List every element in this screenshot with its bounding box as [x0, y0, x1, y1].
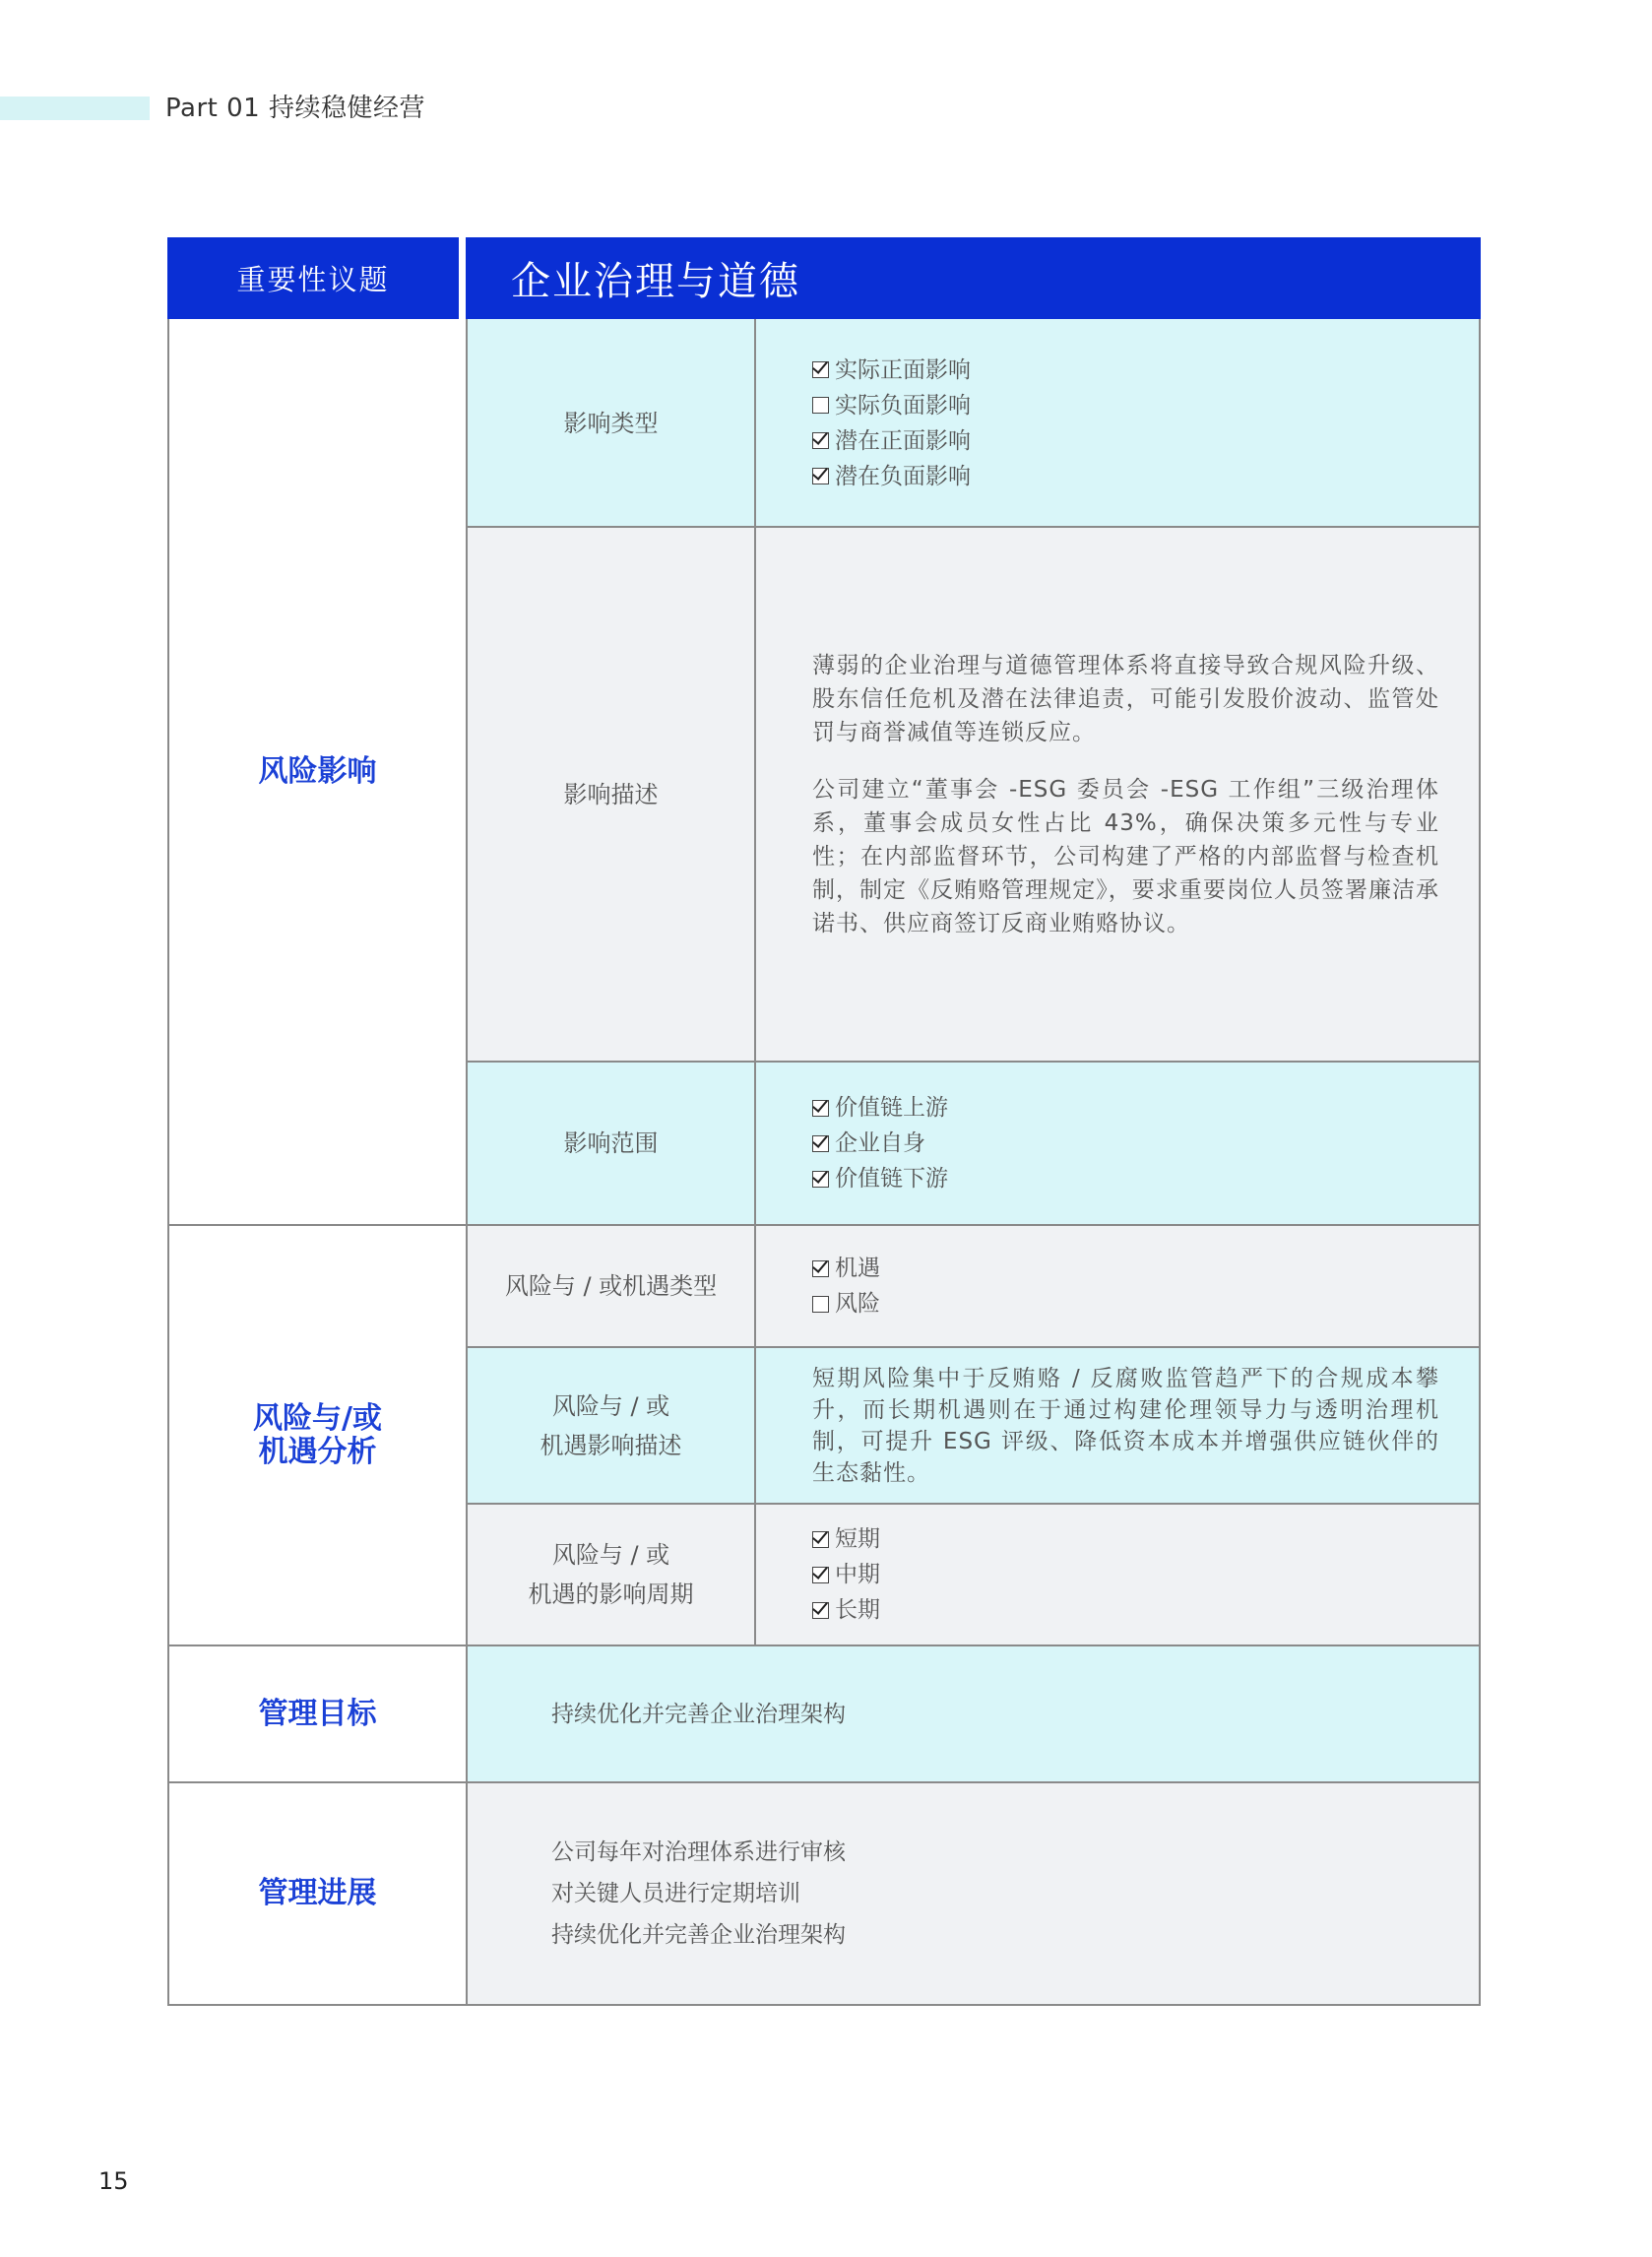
description-paragraph: 薄弱的企业治理与道德管理体系将直接导致合规风险升级、股东信任危机及潜在法律追责，可能引发股价波动、监管处罚与商誉减值等连锁反应。: [812, 652, 1439, 745]
management-progress-value: [466, 1782, 1481, 2005]
checkbox-item: [812, 423, 1479, 459]
label-impact-type: [466, 319, 756, 527]
checkbox-item: [812, 353, 1479, 388]
row-label-text: 风险影响: [258, 754, 377, 789]
checked-box-icon: [812, 1260, 829, 1277]
impact-description-text: [756, 527, 1481, 1062]
row-label-management-progress: [167, 1782, 466, 2005]
row-label-text: 管理进展: [258, 1876, 377, 1910]
column-header-topic: 重要性议题: [167, 237, 459, 319]
row-divider: [167, 1224, 1481, 1226]
description-paragraph: 短期风险集中于反贿赂 / 反腐败监管趋严下的合规成本攀升，而长期机遇则在于通过构建伦理领导力与透明治理机制，可提升 ESG 评级、降低资本成本并增强供应链伙伴的生态黏性。: [812, 1365, 1439, 1486]
checkbox-item: [812, 1090, 1479, 1126]
management-goal-value: [466, 1645, 1481, 1782]
impact-scope-options: [756, 1062, 1481, 1225]
checkbox-label: 价值链上游: [835, 1095, 948, 1121]
checkbox-label: 价值链下游: [835, 1166, 948, 1192]
label-impact-scope: [466, 1062, 756, 1225]
label-text: 机遇影响描述: [540, 1431, 682, 1459]
checkbox-label: 实际负面影响: [835, 392, 971, 419]
management-goal-text: 持续优化并完善企业治理架构: [551, 1701, 846, 1727]
label-text: 影响描述: [563, 780, 659, 808]
checked-box-icon: [812, 1135, 829, 1152]
label-text: 风险与 / 或: [551, 1541, 670, 1569]
impact-type-options: [756, 319, 1481, 527]
checked-box-icon: [812, 468, 829, 484]
checkbox-label: 机遇: [835, 1256, 880, 1281]
checkbox-label: 实际正面影响: [835, 356, 971, 383]
checkbox-item: [812, 1521, 1479, 1557]
label-text: 风险与 / 或机遇类型: [504, 1272, 718, 1300]
label-text: 影响类型: [563, 409, 659, 437]
label-text: 机遇的影响周期: [528, 1580, 694, 1608]
checked-box-icon: [812, 1171, 829, 1188]
unchecked-box-icon: [812, 397, 829, 414]
row-label-text: 机遇分析: [258, 1434, 377, 1469]
row-divider: [466, 1061, 1481, 1063]
column-header-title: 企业治理与道德: [466, 237, 1481, 319]
row-label-risk-impact: [167, 319, 466, 1225]
label-risk-opportunity-type: [466, 1225, 756, 1347]
checkbox-label: 长期: [835, 1597, 880, 1623]
checkbox-label: 企业自身: [835, 1130, 925, 1156]
checkbox-item: [812, 1126, 1479, 1161]
progress-item: 持续优化并完善企业治理架构: [551, 1922, 846, 1948]
materiality-table: [167, 237, 1481, 2005]
checkbox-label: 短期: [835, 1526, 880, 1552]
risk-opportunity-description-text: [756, 1347, 1481, 1504]
label-text: 风险与 / 或: [551, 1391, 670, 1420]
checkbox-item: [812, 1286, 1479, 1322]
progress-item: 公司每年对治理体系进行审核: [551, 1839, 846, 1865]
checked-box-icon: [812, 1567, 829, 1583]
unchecked-box-icon: [812, 1296, 829, 1313]
checkbox-item: [812, 1251, 1479, 1286]
row-label-management-goal: [167, 1645, 466, 1782]
row-divider: [466, 1346, 1481, 1348]
checkbox-item: [812, 1557, 1479, 1592]
checked-box-icon: [812, 361, 829, 378]
checkbox-label: 中期: [835, 1562, 880, 1587]
checked-box-icon: [812, 432, 829, 449]
row-label-risk-opportunity: [167, 1225, 466, 1645]
part-title: Part 01 持续稳健经营: [165, 94, 425, 123]
checkbox-label: 潜在正面影响: [835, 427, 971, 454]
row-label-text: 风险与/或: [253, 1400, 382, 1436]
risk-opportunity-period-options: [756, 1504, 1481, 1645]
label-impact-description: [466, 527, 756, 1062]
checked-box-icon: [812, 1602, 829, 1619]
checkbox-item: [812, 1161, 1479, 1196]
checked-box-icon: [812, 1531, 829, 1548]
checkbox-label: 风险: [835, 1291, 880, 1317]
row-label-text: 管理目标: [258, 1696, 377, 1731]
row-divider: [466, 526, 1481, 528]
progress-item: 对关键人员进行定期培训: [551, 1881, 800, 1906]
checked-box-icon: [812, 1100, 829, 1117]
row-divider: [167, 1644, 1481, 1646]
header-accent-band: [0, 97, 150, 120]
checkbox-label: 潜在负面影响: [835, 463, 971, 489]
row-divider: [167, 1781, 1481, 1783]
label-risk-opportunity-period: [466, 1504, 756, 1645]
row-divider: [167, 2004, 1481, 2006]
checkbox-item: [812, 459, 1479, 494]
description-paragraph: 公司建立“董事会 -ESG 委员会 -ESG 工作组”三级治理体系，董事会成员女性占比 43%，确保决策多元性与专业性；在内部监督环节，公司构建了严格的内部监督与检查机制，制定《反贿赂管理规定》，要求重要岗位人员签署廉洁承诺书、供应商签订反商业贿赂协议。: [812, 776, 1439, 936]
row-divider: [466, 1503, 1481, 1505]
page-number: 15: [98, 2167, 129, 2195]
label-risk-opportunity-description: [466, 1347, 756, 1504]
risk-opportunity-type-options: [756, 1225, 1481, 1347]
checkbox-item: [812, 388, 1479, 423]
checkbox-item: [812, 1592, 1479, 1628]
label-text: 影响范围: [563, 1129, 659, 1157]
